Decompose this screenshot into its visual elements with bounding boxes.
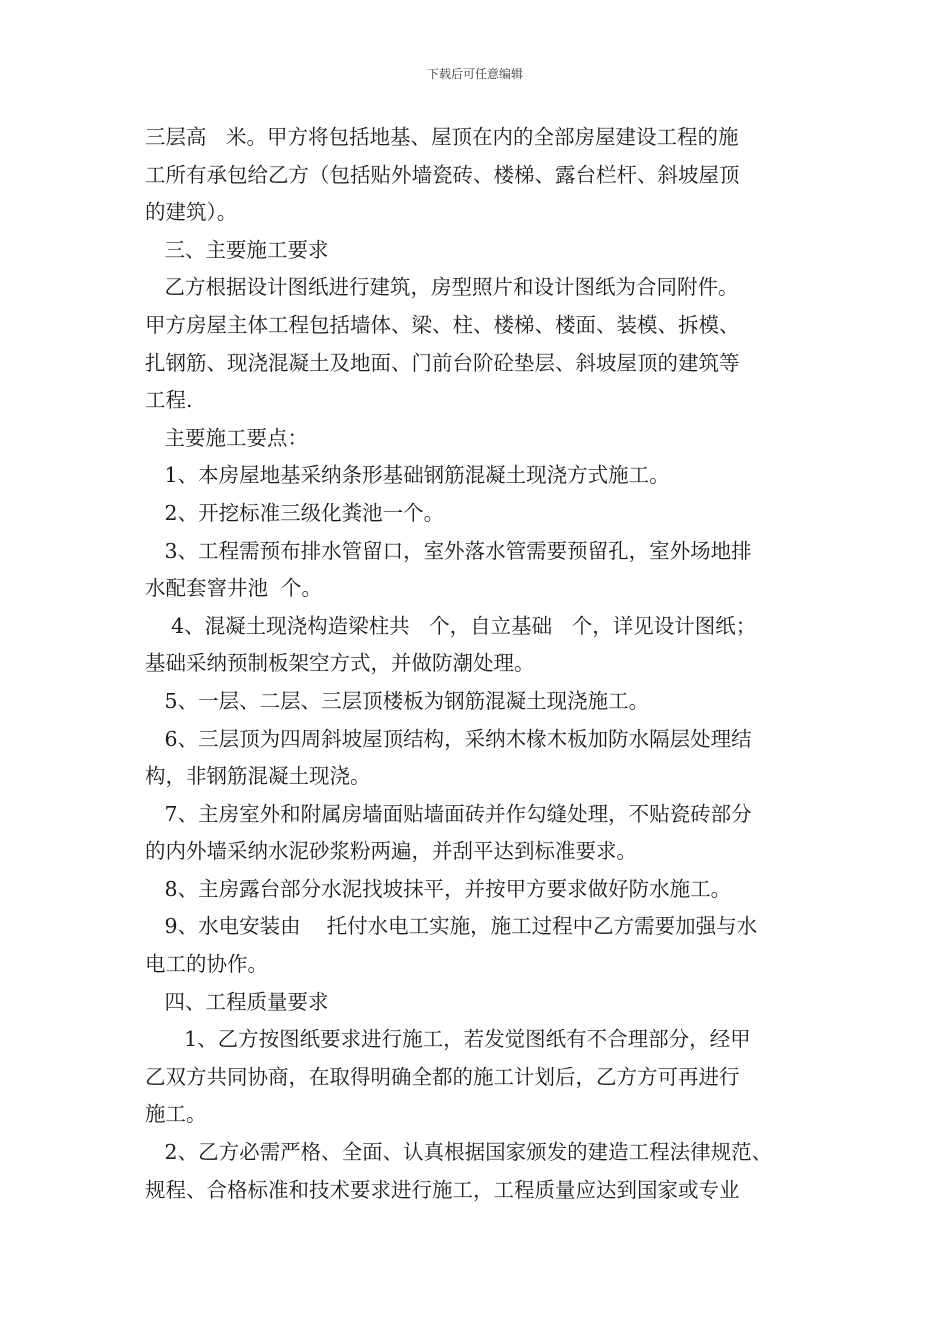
section-heading: 三、主要施工要求: [145, 237, 329, 262]
text-line: 的建筑）。: [145, 200, 238, 225]
list-item: 5、一层、二层、三层顶楼板为钢筋混凝土现浇施工。: [145, 688, 650, 713]
text-line: 基础采纳预制板架空方式，并做防潮处理。: [145, 651, 535, 676]
text-line: 工程.: [145, 388, 193, 413]
list-item: 4、混凝土现浇构造梁柱共 个，自立基础 个，详见设计图纸；: [145, 613, 757, 638]
text-line: 规程、合格标准和技术要求进行施工，工程质量应达到国家或专业: [145, 1177, 740, 1202]
page-header: 下载后可任意编辑: [426, 67, 523, 81]
list-item: 3、工程需预布排水管留口，室外落水管需要预留孔，室外场地排: [145, 538, 752, 563]
text-line: 甲方房屋主体工程包括墙体、梁、柱、楼梯、楼面、装模、拆模、: [145, 312, 740, 337]
subsection-heading: 主要施工要点：: [145, 425, 309, 450]
text-line: 构，非钢筋混凝土现浇。: [145, 764, 371, 789]
list-item: 8、主房露台部分水泥找坡抹平，并按甲方要求做好防水施工。: [145, 876, 732, 901]
list-item: 9、水电安装由 托付水电工实施，施工过程中乙方需要加强与水: [145, 914, 758, 939]
list-item: 1、乙方按图纸要求进行施工，若发觉图纸有不合理部分，经甲: [145, 1027, 751, 1052]
list-item: 1、本房屋地基采纳条形基础钢筋混凝土现浇方式施工。: [145, 463, 670, 488]
document-body: [145, 119, 817, 1209]
list-item: 2、开挖标准三级化粪池一个。: [145, 500, 445, 525]
text-line: 扎钢筋、现浇混凝土及地面、门前台阶砼垫层、斜坡屋顶的建筑等: [145, 350, 740, 375]
list-item: 6、三层顶为四周斜坡屋顶结构，采纳木椽木板加防水隔层处理结: [145, 726, 752, 751]
text-line: 水配套窨井池 个。: [145, 576, 323, 601]
text-line: 工所有承包给乙方（包括贴外墙瓷砖、楼梯、露台栏杆、斜坡屋顶: [145, 162, 740, 187]
text-line: 三层高 米。甲方将包括地基、屋顶在内的全部房屋建设工程的施: [145, 125, 739, 149]
text-line: 乙双方共同协商，在取得明确全都的施工计划后，乙方方可再进行: [145, 1064, 740, 1089]
text-line: 的内外墙采纳水泥砂浆粉两遍，并刮平达到标准要求。: [145, 839, 637, 864]
text-line: 施工。: [145, 1102, 207, 1127]
list-item: 7、主房室外和附属房墙面贴墙面砖并作勾缝处理，不贴瓷砖部分: [145, 801, 752, 826]
list-item: 2、乙方必需严格、全面、认真根据国家颁发的建造工程法律规范、: [145, 1140, 773, 1165]
text-line: 电工的协作。: [145, 952, 268, 977]
text-line: 乙方根据设计图纸进行建筑，房型照片和设计图纸为合同附件。: [145, 275, 739, 300]
section-heading: 四、工程质量要求: [145, 989, 329, 1014]
